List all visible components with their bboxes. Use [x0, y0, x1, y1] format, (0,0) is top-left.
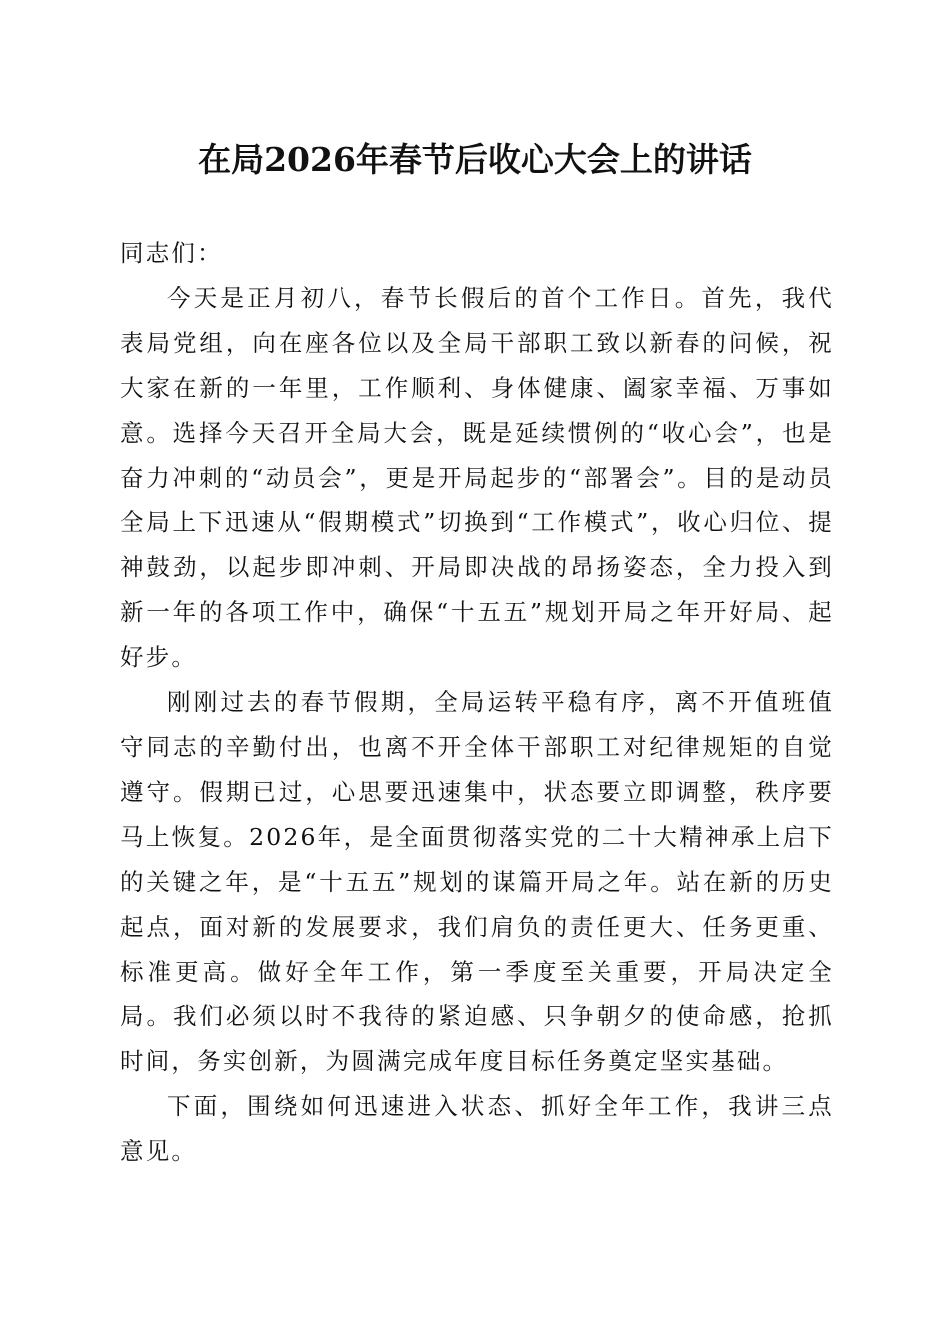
document-title: 在局2026年春节后收心大会上的讲话: [198, 140, 752, 179]
paragraph-transition: 下面，围绕如何迅速进入状态、抓好全年工作，我讲三点意见。: [120, 1092, 834, 1166]
document-body: [120, 231, 834, 1174]
salutation: 同志们：: [120, 239, 223, 267]
paragraph-context: 刚刚过去的春节假期，全局运转平稳有序，离不开值班值守同志的辛勤付出，也离不开全体干部职工对纪律规矩的自觉遵守。假期已过，心思要迅速集中，状态要立即调整，秩序要马上恢复。2026年，是全面贯彻落实党的二十大精神承上启下的关键之年，是“十五五”规划的谋篇开局之年。站在新的历史起点，面对新的发展要求，我们肩负的责任更大、任务更重、标准更高。做好全年工作，第一季度至关重要，开局决定全局。我们必须以时不我待的紧迫感、只争朝夕的使命感，抢抓时间，务实创新，为圆满完成年度目标任务奠定坚实基础。: [120, 688, 834, 1076]
paragraph-opening: 今天是正月初八，春节长假后的首个工作日。首先，我代表局党组，向在座各位以及全局干部职工致以新春的问候，祝大家在新的一年里，工作顺利、身体健康、阖家幸福、万事如意。选择今天召开全局大会，既是延续惯例的“收心会”，也是奋力冲刺的“动员会”，更是开局起步的“部署会”。目的是动员全局上下迅速从“假期模式”切换到“工作模式”，收心归位、提神鼓劲，以起步即冲刺、开局即决战的昂扬姿态，全力投入到新一年的各项工作中，确保“十五五”规划开局之年开好局、起好步。: [120, 283, 834, 672]
